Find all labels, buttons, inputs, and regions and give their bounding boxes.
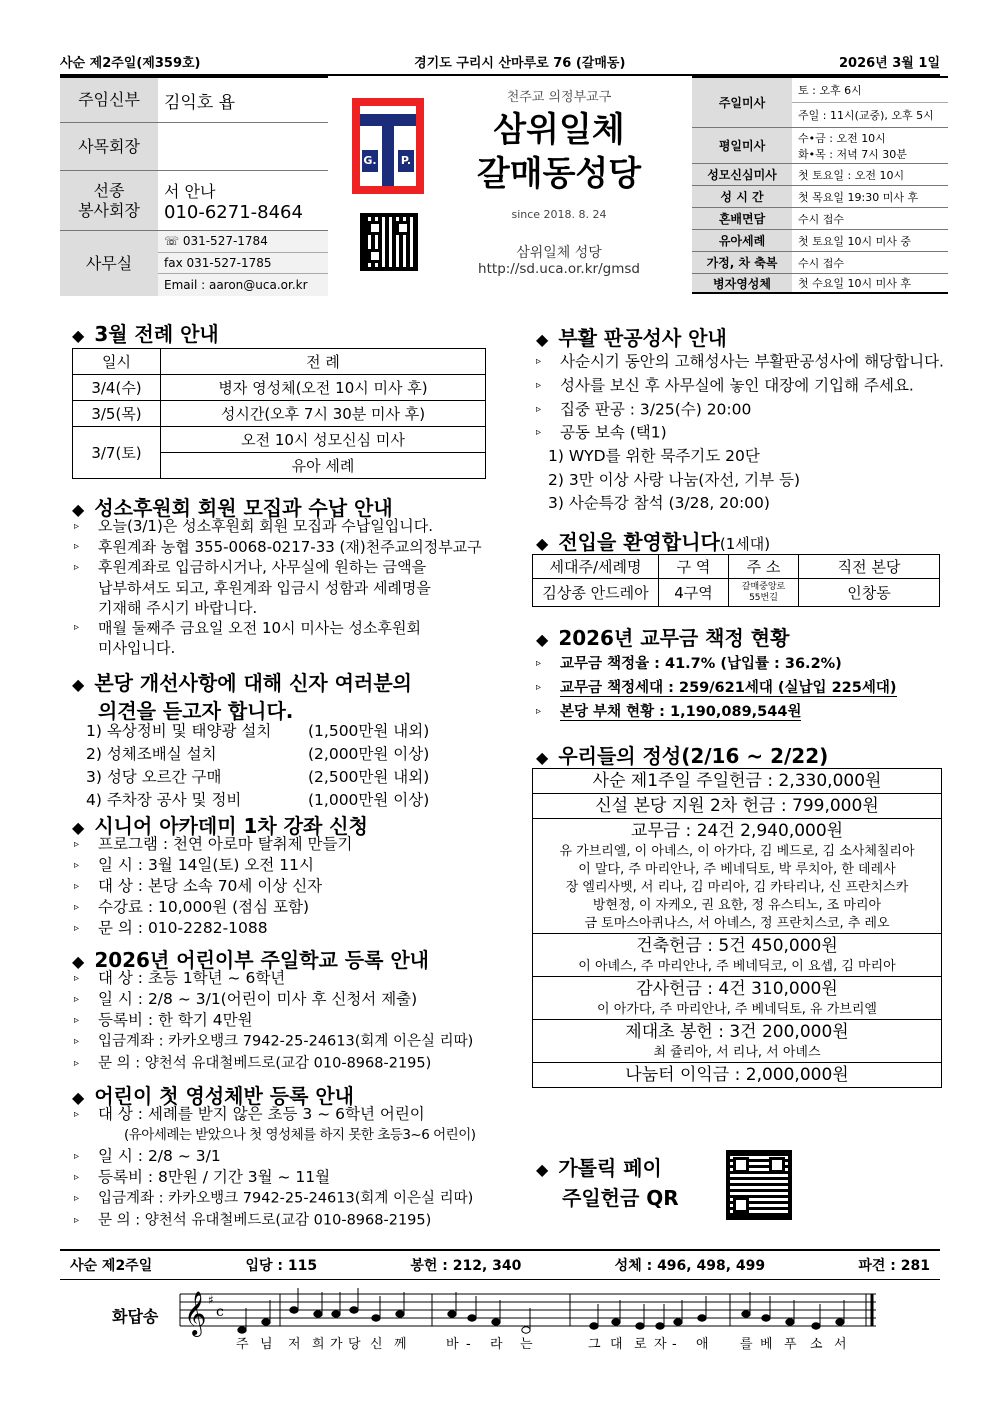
diamond-icon: ◆ xyxy=(536,748,549,767)
lyric-syllable: - xyxy=(466,1337,471,1350)
diamond-icon: ◆ xyxy=(72,675,85,694)
donor-names: 금 토마스아퀴나스, 서 아녜스, 정 프란치스코, 추 레오 xyxy=(584,916,890,931)
list-item: 2) 3만 이상 사랑 나눔(자선, 기부 등) xyxy=(548,470,801,489)
lyric-syllable: 를 xyxy=(740,1337,753,1350)
list-item: 기재해 주시기 바랍니다. xyxy=(98,598,258,617)
diamond-icon: ◆ xyxy=(536,330,549,349)
schedule-value: 수시 접수 xyxy=(798,256,845,270)
heading-line xyxy=(536,1154,662,1184)
offering-row xyxy=(533,1063,941,1087)
senior-list xyxy=(74,834,352,939)
header-cell: 주 소 xyxy=(729,555,799,579)
offering-total: 제대초 봉헌 : 3건 200,000원 xyxy=(625,1022,849,1042)
office-tel: ☏ 031-527-1784 xyxy=(158,231,328,253)
list-item: ▹ 본당 부채 현황 : 1,190,089,544원 xyxy=(536,704,802,720)
item-text: 대 상 : 초등 1학년 ~ 6학년 xyxy=(98,969,286,987)
note-head xyxy=(350,1307,358,1313)
heading-line xyxy=(72,670,412,698)
pastor-row xyxy=(60,78,328,123)
lyric-syllable: 그 xyxy=(588,1337,601,1350)
section-title: 3월 전례 안내 xyxy=(94,322,219,346)
list-item-note: (유아세례는 받았으나 첫 영성체를 하지 못한 초등3~6 어린이) xyxy=(124,1127,476,1143)
item-text: 공동 보속 (택1) xyxy=(560,423,667,442)
schedule-values xyxy=(792,128,948,163)
lyric-syllable: 자 xyxy=(654,1337,667,1350)
item-text: 성사를 보신 후 사무실에 놓인 대장에 기입해 주세요. xyxy=(560,376,914,394)
offering-row xyxy=(533,819,941,934)
lyric-syllable: 로 xyxy=(634,1337,647,1350)
schedule-value: 첫 토요일 : 오전 10시 xyxy=(798,168,905,182)
list-item: ▹ 입금계좌 : 카카오뱅크 7942-25-24613(회계 이은실 리따) xyxy=(74,1190,474,1207)
schedule-values xyxy=(792,78,948,127)
schedule-label: 평일미사 xyxy=(692,128,792,163)
list-item xyxy=(86,766,429,789)
schedule-row-marriage xyxy=(692,208,948,230)
offering-total: 건축헌금 : 5건 450,000원 xyxy=(636,936,838,956)
list-item: ▹ 대 상 : 본당 소속 70세 이상 신자 xyxy=(74,877,323,895)
list-item: ▹ 문 의 : 010-2282-1088 xyxy=(74,919,268,937)
march-liturgy-heading xyxy=(72,318,219,347)
address-cell xyxy=(729,579,799,607)
diamond-icon: ◆ xyxy=(72,818,85,837)
lyric-syllable: 라 xyxy=(490,1337,503,1350)
item-text: 대 상 : 세례를 받지 않은 초등 3 ~ 6학년 어린이 xyxy=(98,1105,425,1123)
issue-label: 사순 제2주일(제359호) xyxy=(60,56,201,71)
pastor-name: 김익호 욥 xyxy=(164,92,236,113)
note-head xyxy=(448,1311,456,1317)
note-head xyxy=(812,1323,820,1329)
item-text: 등록비 : 8만원 / 기간 3월 ~ 11월 xyxy=(98,1168,331,1186)
list-item: ▹ 일 시 : 2/8 ~ 3/1 xyxy=(74,1147,221,1165)
list-item: ▹ 교무금 책정세대 : 259/621세대 (실납입 225세대) xyxy=(536,680,897,696)
note-head xyxy=(612,1319,620,1325)
list-item: ▹ 입금계좌 : 카카오뱅크 7942-25-24613(회계 이은실 리따) xyxy=(74,1033,474,1050)
mission-label xyxy=(60,171,158,230)
schedule-label: 병자영성체 xyxy=(692,274,792,292)
item-text: 대 상 : 본당 소속 70세 이상 신자 xyxy=(98,877,323,895)
mission-row xyxy=(60,171,328,231)
schedule-label: 유아세례 xyxy=(692,230,792,251)
psalm-lyrics xyxy=(236,1336,847,1350)
prev-parish-cell: 인창동 xyxy=(799,579,940,607)
address-line: 갈매중앙로 xyxy=(741,581,786,592)
offering-row xyxy=(533,794,941,819)
heading-line: 주일헌금 QR xyxy=(562,1186,679,1210)
donor-names: 방현정, 이 자케오, 권 요한, 정 유스티노, 조 마리아 xyxy=(592,898,882,913)
diamond-icon: ◆ xyxy=(72,952,85,971)
mission-name: 서 안나 xyxy=(164,181,216,201)
schedule-row-baptism xyxy=(692,230,948,252)
schedule-value: 첫 목요일 19:30 미사 후 xyxy=(798,190,919,204)
item-text: 문 의 : 010-2282-1088 xyxy=(98,919,268,937)
issue-date: 2026년 3월 1일 xyxy=(839,56,940,71)
recessional-hymn: 파견 : 281 xyxy=(858,1258,930,1274)
date-cell: 3/5(목) xyxy=(73,401,161,427)
schedule-row-holyhour xyxy=(692,186,948,208)
list-item: 납부하셔도 되고, 후원계좌 입금시 성함과 세례명을 xyxy=(98,578,431,597)
item-cost: (1,000만원 이상) xyxy=(308,791,430,809)
list-item: ▹ 성사를 보신 후 사무실에 놓인 대장에 기입해 주세요. xyxy=(536,376,914,394)
support-list xyxy=(74,516,482,658)
church-header xyxy=(336,76,692,294)
list-item: ▹ 문 의 : 양천석 유대철베드로(교감 010-8968-2195) xyxy=(74,1212,432,1228)
donor-names: 이 아가다, 주 마리안나, 주 베네딕토, 유 가브리엘 xyxy=(597,1002,877,1017)
note-head xyxy=(332,1311,340,1317)
qr-code-icon[interactable] xyxy=(360,213,418,271)
catholic-pay-heading xyxy=(536,1154,679,1212)
schedule-label: 성모신심미사 xyxy=(692,164,792,185)
lyric-syllable: 신 xyxy=(370,1337,383,1350)
item-text: 문 의 : 양천석 유대철베드로(교감 010-8968-2195) xyxy=(98,1055,432,1071)
lyric-syllable: 주 xyxy=(236,1337,249,1350)
note-head xyxy=(636,1323,644,1329)
note-head xyxy=(762,1315,770,1321)
office-email: Email : aaron@uca.or.kr xyxy=(164,278,308,293)
church-name-line1: 삼위일체 xyxy=(493,110,625,150)
schedule-value: 첫 토요일 10시 미사 중 xyxy=(798,234,911,248)
site-url[interactable]: http://sd.uca.or.kr/gmsd xyxy=(478,261,640,277)
diamond-icon: ◆ xyxy=(72,1088,85,1107)
offering-row xyxy=(533,1020,941,1063)
psalm-label: 화답송 xyxy=(112,1307,159,1326)
lyric-syllable: 께 xyxy=(394,1337,407,1350)
entrance-hymn: 입당 : 115 xyxy=(245,1258,318,1274)
lyric-syllable: 가 xyxy=(330,1337,343,1350)
item-text: 교무금 책정율 : 41.7% (납입률 : 36.2%) xyxy=(560,656,842,672)
table-row xyxy=(533,579,940,607)
item-text: 일 시 : 2/8 ~ 3/1 xyxy=(98,1147,221,1165)
church-logo xyxy=(352,98,424,194)
diamond-icon: ◆ xyxy=(72,326,85,345)
lyric-syllable: 님 xyxy=(260,1337,273,1350)
name-cell: 김상종 안드레아 xyxy=(533,579,659,607)
list-item xyxy=(86,720,429,743)
site-name: 삼위일체 성당 xyxy=(516,245,602,261)
improvement-list xyxy=(86,720,429,812)
list-item: ▹ 프로그램 : 천연 아로마 탈취제 만들기 xyxy=(74,835,353,853)
item-text: 3) 성당 오르간 구매 xyxy=(86,768,222,786)
offering-total: 감사헌금 : 4건 310,000원 xyxy=(636,979,838,999)
church-name-line2: 갈매동성당 xyxy=(476,154,642,194)
lyric-syllable: 는 xyxy=(520,1337,533,1350)
header-cell: 직전 본당 xyxy=(799,555,940,579)
note-head xyxy=(786,1319,794,1325)
list-item: ▹ 교무금 책정율 : 41.7% (납입률 : 36.2%) xyxy=(536,656,842,672)
item-text: 1) 옥상정비 및 태양광 설치 xyxy=(86,722,272,740)
list-item: ▹ 일 시 : 2/8 ~ 3/1(어린이 미사 후 신청서 제출) xyxy=(74,990,418,1008)
list-item: ▹ 대 상 : 세례를 받지 않은 초등 3 ~ 6학년 어린이 xyxy=(74,1105,425,1123)
lyric-syllable: 소 xyxy=(810,1337,823,1350)
offering-row xyxy=(533,977,941,1020)
first-communion-list xyxy=(74,1104,476,1231)
section-title: 시니어 아카데미 1차 강좌 신청 xyxy=(94,814,368,838)
lyric-syllable: 서 xyxy=(834,1337,847,1350)
mission-contact xyxy=(158,171,328,230)
item-text: 문 의 : 양천석 유대철베드로(교감 010-8968-2195) xyxy=(98,1212,432,1228)
list-item: 1) WYD를 위한 묵주기도 20단 xyxy=(548,447,760,465)
schedule-row-sick xyxy=(692,274,948,292)
offering-row xyxy=(533,769,941,794)
top-info-bar xyxy=(60,52,940,76)
item-text: 일 시 : 3월 14일(토) 오전 11시 xyxy=(98,856,314,874)
offering-total: 사순 제1주일 주일헌금 : 2,330,000원 xyxy=(592,771,882,791)
note-head xyxy=(290,1307,298,1313)
header-cell: 전 례 xyxy=(161,349,486,375)
table-header-row xyxy=(73,349,486,375)
donor-names: 이 아녜스, 주 마리안나, 주 베네딕코, 이 요셉, 김 마리아 xyxy=(578,959,896,974)
schedule-row-sunday xyxy=(692,78,948,128)
header-cell: 일시 xyxy=(73,349,161,375)
item-text: 프로그램 : 천연 아로마 탈취제 만들기 xyxy=(98,835,353,853)
heading-line: 의견을 듣고자 합니다. xyxy=(98,699,294,723)
tithe-list xyxy=(536,652,897,724)
time-signature: c xyxy=(216,1304,224,1320)
note-head xyxy=(836,1319,844,1325)
schedule-value: 화•목 : 저녁 7시 30분 xyxy=(798,147,907,161)
offering-row xyxy=(533,934,941,977)
list-item: ▹ 사순시기 동안의 고해성사는 부활판공성사에 해당합니다. xyxy=(536,352,944,371)
note-head xyxy=(674,1319,682,1325)
note-head xyxy=(238,1327,246,1333)
lyric-syllable: 저 xyxy=(288,1337,301,1350)
item-text: 일 시 : 2/8 ~ 3/1(어린이 미사 후 신청서 제출) xyxy=(98,990,418,1008)
note-head xyxy=(372,1315,380,1321)
item-cost: (2,500만원 내외) xyxy=(308,768,430,786)
schedule-value: 수시 접수 xyxy=(798,212,845,226)
donor-names: 장 엘리사벳, 서 리나, 김 마리아, 김 카타리나, 신 프란치스카 xyxy=(565,880,909,895)
communion-hymn: 성체 : 496, 498, 499 xyxy=(614,1258,766,1274)
list-item xyxy=(86,743,429,766)
schedule-label: 성 시 간 xyxy=(692,186,792,207)
item-text: 집중 판공 : 3/25(수) 20:00 xyxy=(560,399,752,418)
lyric-syllable: - xyxy=(672,1337,677,1350)
note-head xyxy=(656,1323,664,1329)
table-row xyxy=(73,375,486,401)
schedule-row-blessing xyxy=(692,252,948,274)
logo-letter-p: P. xyxy=(398,150,414,172)
donor-names: 최 쥴리아, 서 리나, 서 아녜스 xyxy=(653,1045,821,1060)
list-item: ▹ 집중 판공 : 3/25(수) 20:00 xyxy=(536,399,752,418)
lyric-syllable: 애 xyxy=(696,1337,709,1350)
section-title: 2026년 교무금 책정 현황 xyxy=(558,626,790,650)
address-line: 55번길 xyxy=(749,592,778,603)
lyric-syllable: 베 xyxy=(760,1337,773,1350)
list-item: ▹ 대 상 : 초등 1학년 ~ 6학년 xyxy=(74,969,286,987)
schedule-label: 가정, 차 축복 xyxy=(692,252,792,273)
list-item: ▹ 후원계좌 농협 355-0068-0217-33 (재)천주교의정부교구 xyxy=(74,537,482,556)
welcome-heading xyxy=(536,526,770,555)
schedule-label: 주일미사 xyxy=(692,78,792,127)
item-text: 매월 둘째주 금요일 오전 10시 미사는 성소후원회 xyxy=(98,618,422,637)
offertory-hymn: 봉헌 : 212, 340 xyxy=(410,1258,522,1274)
item-cost: (2,000만원 이상) xyxy=(308,745,430,763)
list-item: ▹ 등록비 : 한 학기 4만원 xyxy=(74,1011,253,1029)
improvement-heading xyxy=(72,670,412,725)
schedule-value: 수•금 : 오전 10시 xyxy=(798,131,886,145)
item-text: 후원계좌로 입금하시거나, 사무실에 원하는 금액을 xyxy=(98,558,427,576)
schedule-row-marian xyxy=(692,164,948,186)
list-item: ▹ 후원계좌로 입금하시거나, 사무실에 원하는 금액을 xyxy=(74,558,427,576)
item-text: 본당 부채 현황 : 1,190,089,544원 xyxy=(560,704,802,720)
liturgy-cell: 성시간(오후 7시 30분 미사 후) xyxy=(161,401,486,427)
note-head xyxy=(742,1311,750,1317)
schedule-value: 첫 수요일 10시 미사 후 xyxy=(798,277,911,290)
table-row xyxy=(73,401,486,427)
section-title: 전입을 환영합니다 xyxy=(558,530,720,554)
item-cost: (1,500만원 내외) xyxy=(308,722,430,740)
lyric-syllable: 푸 xyxy=(784,1337,797,1350)
diamond-icon: ◆ xyxy=(536,630,549,649)
donor-names: 유 가브리엘, 이 아녜스, 이 아가다, 김 베드로, 김 소사체칠리아 xyxy=(559,844,915,859)
note-head xyxy=(468,1315,476,1321)
diocese: 천주교 의정부교구 xyxy=(506,90,612,105)
household-count: (1세대) xyxy=(719,535,771,553)
lyric-syllable: 당 xyxy=(348,1337,361,1350)
list-item: ▹ 매월 둘째주 금요일 오전 10시 미사는 성소후원회 xyxy=(74,618,422,637)
treble-clef-icon: 𝄞 xyxy=(184,1291,207,1335)
logo-letter-g: G. xyxy=(362,150,378,172)
tithe-heading xyxy=(536,622,789,651)
confession-list xyxy=(536,350,944,516)
diamond-icon: ◆ xyxy=(536,1160,549,1179)
list-item: 3) 사순특강 참석 (3/28, 20:00) xyxy=(548,494,770,512)
note-head xyxy=(590,1323,598,1329)
section-title: 본당 개선사항에 대해 신자 여러분의 xyxy=(94,671,412,695)
liturgy-cell: 유아 세례 xyxy=(161,453,486,479)
office-fax: fax 031-527-1785 xyxy=(158,253,328,275)
item-text: 입금계좌 : 카카오뱅크 7942-25-24613(회계 이은실 리따) xyxy=(98,1190,474,1207)
table-header-row xyxy=(533,555,940,579)
confession-heading xyxy=(536,322,727,351)
note-head xyxy=(522,1327,530,1333)
item-text: 입금계좌 : 카카오뱅크 7942-25-24613(회계 이은실 리따) xyxy=(98,1033,474,1050)
list-item: ▹ 등록비 : 8만원 / 기간 3월 ~ 11월 xyxy=(74,1168,331,1186)
lyric-syllable: 희 xyxy=(312,1337,325,1350)
offering-table xyxy=(532,768,942,1088)
pay-title: 가톨릭 페이 xyxy=(558,1156,662,1180)
list-item xyxy=(86,789,429,812)
mission-phone: 010-6271-8464 xyxy=(164,201,303,223)
note-head xyxy=(314,1311,322,1317)
header-cell: 구 역 xyxy=(659,555,729,579)
section-title: 어린이 첫 영성체반 등록 안내 xyxy=(94,1084,355,1108)
item-text: 교무금 책정세대 : 259/621세대 (실납입 225세대) xyxy=(560,680,897,696)
address: 경기도 구리시 산마루로 76 (갈매동) xyxy=(414,56,626,71)
psalm-score xyxy=(170,1280,882,1350)
council-label: 사목회장 xyxy=(60,123,158,170)
office-label: 사무실 xyxy=(60,231,158,296)
lyric-syllable: 대 xyxy=(610,1337,623,1350)
list-item: 미사입니다. xyxy=(98,639,176,657)
section-title: 부활 판공성사 안내 xyxy=(558,326,727,350)
welcome-table xyxy=(532,554,940,607)
schedule-label: 혼배면담 xyxy=(692,208,792,229)
table-row xyxy=(73,427,486,453)
office-contact xyxy=(158,231,328,296)
diamond-icon: ◆ xyxy=(536,534,549,553)
staff-panel xyxy=(60,76,328,294)
schedule-value: 주일 : 11시(교중), 오후 5시 xyxy=(798,109,934,122)
donor-names: 이 말다, 주 마리안나, 주 베네딕토, 박 루치아, 한 데레사 xyxy=(578,862,896,877)
section-title: 2026년 어린이부 주일학교 등록 안내 xyxy=(94,948,429,972)
mass-schedule xyxy=(692,76,948,294)
offering-total: 신설 본당 지원 2차 헌금 : 799,000원 xyxy=(595,796,879,816)
liturgy-cell: 오전 10시 성모신심 미사 xyxy=(161,427,486,453)
item-text: 4) 주차장 공사 및 정비 xyxy=(86,791,242,809)
sharp-icon: ♯ xyxy=(208,1293,214,1307)
date-cell: 3/7(토) xyxy=(73,427,161,479)
item-text: 사순시기 동안의 고해성사는 부활판공성사에 해당합니다. xyxy=(560,352,944,371)
date-cell: 3/4(수) xyxy=(73,375,161,401)
offering-total: 나눔터 이익금 : 2,000,000원 xyxy=(625,1065,849,1085)
since-date: since 2018. 8. 24 xyxy=(511,208,607,221)
schedule-row-weekday xyxy=(692,128,948,164)
school-list xyxy=(74,968,473,1074)
schedule-value: 토 : 오후 6시 xyxy=(792,78,948,103)
note-head xyxy=(492,1319,500,1325)
offering-heading xyxy=(536,740,828,769)
list-item: ▹ 문 의 : 양천석 유대철베드로(교감 010-8968-2195) xyxy=(74,1055,432,1071)
list-item: ▹ 일 시 : 3월 14일(토) 오전 11시 xyxy=(74,856,314,874)
hymn-numbers-bar xyxy=(60,1249,940,1280)
payment-qr-code-icon[interactable] xyxy=(726,1150,792,1220)
item-text: 2) 성체조배실 설치 xyxy=(86,745,217,763)
note-head xyxy=(262,1319,270,1325)
council-row xyxy=(60,123,328,171)
list-item: ▹ 수강료 : 10,000원 (점심 포함) xyxy=(74,898,310,916)
liturgy-cell: 병자 영성체(오전 10시 미사 후) xyxy=(161,375,486,401)
mission-label-line2: 봉사회장 xyxy=(78,200,140,220)
office-row xyxy=(60,231,328,296)
list-item: ▹ 오늘(3/1)은 성소후원회 회원 모집과 수납일입니다. xyxy=(74,517,433,535)
offering-total: 교무금 : 24건 2,940,000원 xyxy=(630,821,844,841)
section-title: 우리들의 정성(2/16 ~ 2/22) xyxy=(558,744,829,768)
pastor-label: 주임신부 xyxy=(60,78,158,122)
list-item: ▹ 공동 보속 (택1) xyxy=(536,423,667,442)
item-text: 수강료 : 10,000원 (점심 포함) xyxy=(98,898,310,916)
march-liturgy-table xyxy=(72,348,486,479)
section-title: 성소후원회 회원 모집과 수납 안내 xyxy=(94,496,393,520)
note-head xyxy=(396,1311,404,1317)
item-text: 등록비 : 한 학기 4만원 xyxy=(98,1011,253,1029)
lyric-syllable: 바 xyxy=(446,1337,459,1350)
header-cell: 세대주/세례명 xyxy=(533,555,659,579)
week-label: 사순 제2주일 xyxy=(70,1258,153,1274)
council-name xyxy=(158,123,328,170)
note-head xyxy=(698,1315,706,1321)
item-text: 후원계좌 농협 355-0068-0217-33 (재)천주교의정부교구 xyxy=(98,537,482,556)
item-text: 오늘(3/1)은 성소후원회 회원 모집과 수납일입니다. xyxy=(98,517,433,535)
zone-cell: 4구역 xyxy=(659,579,729,607)
mission-label-line1: 선종 xyxy=(93,180,125,200)
diamond-icon: ◆ xyxy=(72,500,85,519)
